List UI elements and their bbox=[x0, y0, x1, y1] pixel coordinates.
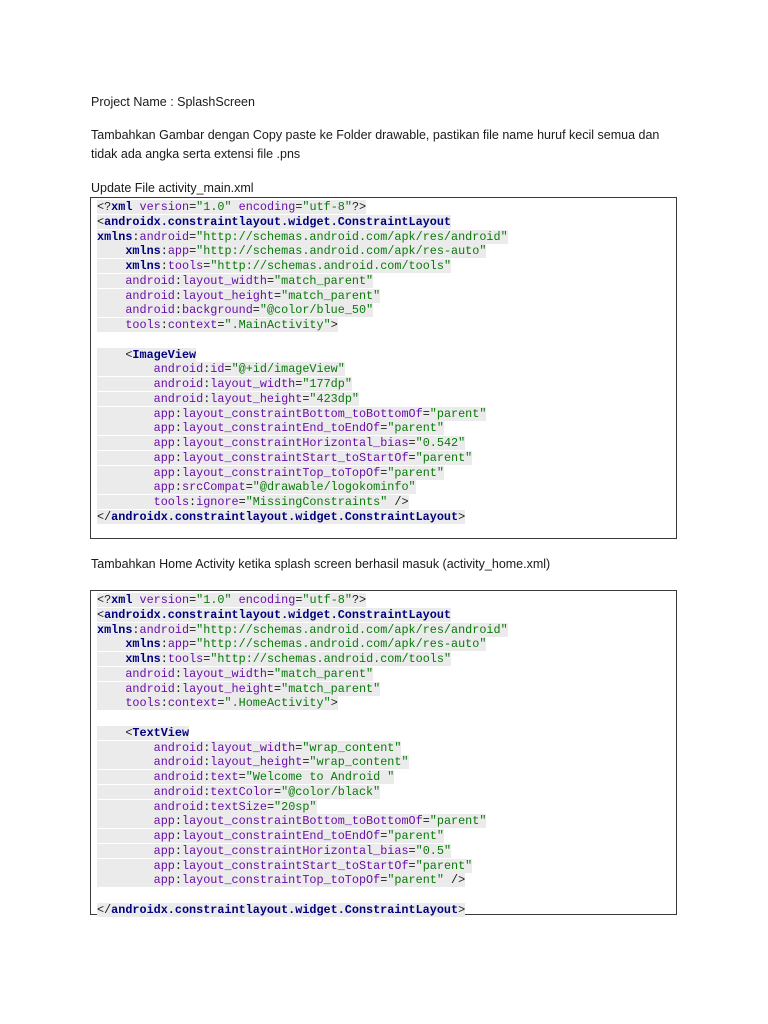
code-token: "parent" bbox=[415, 858, 473, 873]
code-token: version bbox=[139, 593, 190, 607]
code-token: tools bbox=[125, 318, 161, 332]
code-token: < bbox=[97, 214, 105, 229]
code-token: "match_parent" bbox=[274, 666, 374, 681]
code-token: app bbox=[153, 858, 175, 873]
code-token: : bbox=[203, 799, 211, 814]
code-token: layout_constraintEnd_toEndOf bbox=[181, 829, 381, 843]
code-token: app bbox=[153, 480, 175, 495]
code-token: xml bbox=[111, 200, 133, 214]
code-token: "parent" bbox=[387, 829, 444, 843]
code-token: = bbox=[408, 450, 416, 465]
code-token: android bbox=[125, 303, 175, 318]
code-line bbox=[97, 362, 676, 377]
code-token: = bbox=[266, 273, 275, 288]
code-line bbox=[97, 859, 676, 874]
code-token: "http://schemas.android.com/apk/res/android" bbox=[196, 622, 508, 637]
code-token: < bbox=[97, 347, 133, 362]
code-token bbox=[97, 800, 154, 814]
code-token: "@drawable/logokominfo" bbox=[252, 480, 416, 495]
code-token: "1.0" bbox=[196, 593, 232, 607]
code-line bbox=[97, 623, 676, 638]
code-token: = bbox=[408, 843, 416, 858]
code-token: tools bbox=[153, 495, 190, 509]
code-token: "@color/blue_50" bbox=[259, 303, 374, 318]
code-token: app bbox=[153, 406, 175, 421]
code-line bbox=[97, 407, 676, 422]
code-token: android bbox=[125, 681, 175, 696]
code-token: : bbox=[132, 229, 140, 244]
code-token: xmlns bbox=[125, 652, 161, 666]
code-token: : bbox=[174, 480, 182, 495]
code-line bbox=[97, 436, 676, 451]
code-line bbox=[97, 873, 676, 888]
code-line bbox=[97, 510, 676, 525]
code-token: : bbox=[174, 666, 182, 681]
code-token: : bbox=[203, 740, 211, 755]
code-line bbox=[97, 274, 676, 289]
code-token: : bbox=[160, 259, 168, 273]
code-token: androidx.constraintlayout.widget.ConstraintLayout bbox=[111, 902, 459, 917]
code-token: layout_constraintStart_toStartOf bbox=[181, 450, 409, 465]
code-line bbox=[97, 711, 676, 726]
instruction-paragraph: Tambahkan Gambar dengan Copy paste ke Folder drawable, pastikan file name huruf kecil semua dan tidak ada angka serta extensi file .pns bbox=[91, 128, 660, 161]
code-token: layout_constraintBottom_toBottomOf bbox=[181, 406, 423, 421]
code-token: : bbox=[174, 288, 182, 303]
code-line bbox=[97, 215, 676, 230]
code-token bbox=[97, 289, 125, 303]
code-token: "0.5" bbox=[415, 843, 452, 858]
code-token: app bbox=[153, 873, 175, 888]
code-token: "http://schemas.android.com/tools" bbox=[210, 259, 452, 273]
code-token: "http://schemas.android.com/apk/res/android" bbox=[196, 229, 508, 244]
code-token: "177dp" bbox=[302, 377, 352, 391]
code-token bbox=[97, 392, 154, 406]
code-token bbox=[97, 362, 154, 376]
code-token bbox=[97, 829, 154, 843]
code-block-activity-home bbox=[90, 590, 677, 915]
code-token: app bbox=[153, 450, 175, 465]
code-line bbox=[97, 814, 676, 829]
code-token: xmlns bbox=[125, 244, 161, 259]
code-token: = bbox=[203, 259, 211, 273]
code-token: = bbox=[274, 288, 282, 303]
code-line bbox=[97, 888, 676, 903]
code-token: = bbox=[266, 666, 275, 681]
code-token: = bbox=[189, 244, 197, 259]
code-token: : bbox=[160, 318, 168, 332]
code-line bbox=[97, 637, 676, 652]
code-token bbox=[97, 755, 154, 769]
code-token: app bbox=[153, 843, 175, 858]
code-token: = bbox=[238, 770, 246, 784]
code-token: app bbox=[153, 814, 175, 829]
code-token: "423dp" bbox=[309, 391, 359, 406]
code-token: : bbox=[160, 696, 168, 711]
code-token: ImageView bbox=[132, 347, 197, 362]
code-token: textSize bbox=[210, 799, 267, 814]
code-token: TextView bbox=[132, 725, 190, 740]
code-line bbox=[97, 608, 676, 623]
code-listing-activity-main bbox=[97, 200, 676, 525]
code-token: ignore bbox=[196, 495, 239, 509]
code-token: = bbox=[295, 593, 303, 607]
code-token: = bbox=[274, 784, 282, 799]
code-token bbox=[97, 785, 154, 799]
code-token bbox=[97, 859, 154, 873]
code-token: : bbox=[160, 652, 168, 666]
code-token: = bbox=[224, 362, 232, 377]
code-token bbox=[97, 741, 154, 755]
code-token: = bbox=[295, 200, 303, 214]
code-token: layout_height bbox=[210, 391, 303, 406]
code-token: : bbox=[203, 391, 211, 406]
code-token: <? bbox=[97, 200, 112, 214]
code-token: app bbox=[167, 637, 190, 652]
code-line bbox=[97, 259, 676, 274]
code-token: "parent" bbox=[415, 450, 473, 465]
code-line bbox=[97, 333, 676, 348]
code-token bbox=[97, 377, 154, 391]
code-token: : bbox=[160, 637, 168, 652]
code-token: = bbox=[203, 652, 211, 666]
code-token: : bbox=[203, 362, 211, 377]
code-token: layout_height bbox=[181, 681, 275, 696]
code-token: : bbox=[174, 814, 182, 829]
code-token bbox=[97, 318, 125, 332]
code-token: "wrap_content" bbox=[309, 755, 409, 770]
code-token: layout_constraintEnd_toEndOf bbox=[181, 421, 381, 436]
code-line bbox=[97, 392, 676, 407]
code-token: = bbox=[422, 406, 430, 421]
code-token bbox=[97, 814, 154, 828]
code-line bbox=[97, 667, 676, 682]
code-token bbox=[97, 682, 125, 696]
heading-add-home-activity: Tambahkan Home Activity ketika splash screen berhasil masuk (activity_home.xml) bbox=[91, 557, 551, 571]
code-token bbox=[97, 873, 154, 887]
code-token: > bbox=[458, 509, 466, 524]
code-line bbox=[97, 244, 676, 259]
code-token: layout_constraintTop_toTopOf bbox=[181, 873, 381, 888]
code-token: ?> bbox=[351, 200, 367, 214]
code-token: : bbox=[174, 681, 182, 696]
code-token: = bbox=[422, 814, 430, 829]
code-token bbox=[132, 593, 139, 607]
code-token: "parent" bbox=[429, 406, 487, 421]
code-token: = bbox=[238, 495, 246, 509]
code-line bbox=[97, 829, 676, 844]
code-line bbox=[97, 451, 676, 466]
code-line bbox=[97, 318, 676, 333]
code-token: <? bbox=[97, 593, 112, 607]
code-token bbox=[97, 303, 125, 317]
code-token: android bbox=[125, 273, 175, 288]
code-token: : bbox=[174, 303, 182, 318]
code-token: text bbox=[210, 770, 239, 784]
code-token: : bbox=[174, 436, 182, 450]
code-token bbox=[97, 480, 154, 494]
code-token: "20sp" bbox=[274, 799, 317, 814]
code-token: tools bbox=[125, 696, 161, 711]
code-token: : bbox=[203, 784, 211, 799]
code-token bbox=[97, 770, 154, 784]
code-token: > bbox=[458, 902, 466, 917]
code-token: ".MainActivity" bbox=[224, 318, 331, 332]
code-token bbox=[97, 696, 125, 710]
code-token: android bbox=[153, 391, 204, 406]
code-token: "http://schemas.android.com/apk/res-auto" bbox=[196, 637, 487, 652]
code-token: textColor bbox=[210, 784, 275, 799]
code-token: "@color/black" bbox=[281, 784, 381, 799]
code-token: layout_constraintHorizontal_bias bbox=[181, 843, 409, 858]
code-token: "parent" bbox=[387, 421, 444, 436]
code-token: android bbox=[139, 229, 190, 244]
code-token: android bbox=[125, 666, 175, 681]
code-token: = bbox=[302, 391, 310, 406]
code-token: : bbox=[174, 273, 182, 288]
code-token: srcCompat bbox=[181, 480, 246, 495]
code-token: android bbox=[153, 755, 204, 770]
code-token: > bbox=[330, 318, 338, 332]
code-token bbox=[97, 652, 125, 666]
code-line bbox=[97, 755, 676, 770]
code-line bbox=[97, 230, 676, 245]
code-token: tools bbox=[167, 259, 204, 273]
code-token bbox=[97, 244, 125, 258]
code-token: androidx.constraintlayout.widget.ConstraintLayout bbox=[104, 214, 451, 229]
code-token: "utf-8" bbox=[302, 593, 352, 607]
code-token: app bbox=[153, 436, 175, 450]
code-token: android bbox=[153, 740, 204, 755]
code-line bbox=[97, 800, 676, 815]
code-line bbox=[97, 726, 676, 741]
code-token bbox=[97, 407, 154, 421]
code-token: id bbox=[210, 362, 225, 377]
code-token: = bbox=[245, 480, 253, 495]
code-token: "0.542" bbox=[415, 436, 466, 450]
code-token: context bbox=[167, 318, 218, 332]
code-token: layout_width bbox=[210, 740, 296, 755]
code-token: "http://schemas.android.com/tools" bbox=[210, 652, 452, 666]
code-token: > bbox=[330, 696, 338, 711]
code-token: : bbox=[174, 465, 182, 480]
code-token: android bbox=[153, 770, 204, 784]
code-line bbox=[97, 593, 676, 608]
code-line bbox=[97, 480, 676, 495]
code-token: "MissingConstraints" bbox=[245, 495, 388, 509]
code-token: layout_constraintStart_toStartOf bbox=[181, 858, 409, 873]
code-token: : bbox=[174, 421, 182, 436]
code-block-activity-main bbox=[90, 197, 677, 539]
code-line bbox=[97, 466, 676, 481]
code-token: = bbox=[252, 303, 260, 318]
code-token: "match_parent" bbox=[281, 681, 381, 696]
code-token: : bbox=[174, 829, 182, 843]
code-token: app bbox=[153, 829, 175, 843]
code-token: : bbox=[174, 406, 182, 421]
code-token: = bbox=[189, 593, 197, 607]
code-token: = bbox=[266, 799, 275, 814]
code-token: layout_width bbox=[181, 273, 267, 288]
code-token: context bbox=[167, 696, 218, 711]
project-name-line: Project Name : SplashScreen bbox=[91, 95, 255, 109]
code-token bbox=[97, 259, 125, 273]
code-line bbox=[97, 785, 676, 800]
code-token: : bbox=[174, 450, 182, 465]
code-token: ".HomeActivity" bbox=[224, 696, 331, 711]
code-token: "utf-8" bbox=[302, 200, 352, 214]
code-token: = bbox=[380, 829, 388, 843]
code-token bbox=[97, 637, 125, 651]
code-token: </ bbox=[97, 509, 112, 524]
code-line bbox=[97, 377, 676, 392]
code-token: layout_height bbox=[181, 288, 275, 303]
code-token: app bbox=[153, 465, 175, 480]
code-token: layout_constraintHorizontal_bias bbox=[181, 436, 409, 450]
code-token: : bbox=[174, 873, 182, 888]
code-token: layout_width bbox=[181, 666, 267, 681]
code-token: ?> bbox=[351, 593, 367, 607]
code-token bbox=[232, 200, 239, 214]
code-line bbox=[97, 741, 676, 756]
code-token: "match_parent" bbox=[274, 273, 374, 288]
code-token: layout_width bbox=[210, 377, 296, 391]
code-listing-activity-home bbox=[97, 593, 676, 918]
code-line bbox=[97, 770, 676, 785]
code-token: app bbox=[167, 244, 190, 259]
code-token: = bbox=[295, 377, 303, 391]
code-line bbox=[97, 844, 676, 859]
code-token: = bbox=[189, 637, 197, 652]
code-token: "match_parent" bbox=[281, 288, 381, 303]
code-line bbox=[97, 495, 676, 510]
code-token: : bbox=[189, 495, 197, 509]
code-token: /> bbox=[387, 495, 409, 509]
code-line bbox=[97, 421, 676, 436]
code-token: android bbox=[153, 362, 204, 377]
code-token: background bbox=[181, 303, 253, 318]
code-token bbox=[232, 593, 239, 607]
code-token bbox=[97, 451, 154, 465]
code-token: : bbox=[132, 622, 140, 637]
code-token: android bbox=[153, 799, 204, 814]
code-token: android bbox=[139, 622, 190, 637]
code-token: xmlns bbox=[97, 229, 133, 244]
code-token: "parent" bbox=[387, 465, 444, 480]
code-token: = bbox=[380, 421, 388, 436]
code-token: = bbox=[189, 200, 197, 214]
code-token: < bbox=[97, 607, 105, 622]
code-token: = bbox=[274, 681, 282, 696]
code-token: : bbox=[203, 770, 211, 784]
code-token: = bbox=[380, 873, 388, 888]
code-token: < bbox=[97, 725, 133, 740]
code-token: encoding bbox=[238, 200, 296, 214]
code-token: xmlns bbox=[125, 259, 161, 273]
code-token: = bbox=[189, 229, 197, 244]
code-token: "1.0" bbox=[196, 200, 232, 214]
code-token bbox=[97, 421, 154, 435]
code-token: = bbox=[295, 740, 303, 755]
code-token: android bbox=[153, 377, 204, 391]
code-token bbox=[97, 667, 125, 681]
code-token bbox=[97, 495, 154, 509]
code-line bbox=[97, 303, 676, 318]
code-token: "@+id/imageView" bbox=[231, 362, 345, 377]
code-token: = bbox=[217, 696, 225, 711]
code-token bbox=[97, 466, 154, 480]
code-token: layout_constraintTop_toTopOf bbox=[181, 465, 381, 480]
code-token: : bbox=[174, 843, 182, 858]
code-token: tools bbox=[167, 652, 204, 666]
code-token: "http://schemas.android.com/apk/res-auto" bbox=[196, 244, 487, 259]
code-token bbox=[97, 844, 154, 858]
code-token: androidx.constraintlayout.widget.ConstraintLayout bbox=[111, 509, 459, 524]
code-token: = bbox=[408, 436, 416, 450]
code-token: "Welcome to Android " bbox=[245, 770, 395, 784]
code-token: = bbox=[302, 755, 310, 770]
code-line bbox=[97, 289, 676, 304]
code-token: "parent" bbox=[387, 873, 444, 888]
code-token: </ bbox=[97, 902, 112, 917]
code-token: android bbox=[125, 288, 175, 303]
code-token: xmlns bbox=[97, 622, 133, 637]
code-token: android bbox=[153, 784, 204, 799]
code-token: /> bbox=[443, 873, 466, 888]
code-token: androidx.constraintlayout.widget.ConstraintLayout bbox=[104, 607, 451, 622]
code-token: encoding bbox=[238, 593, 296, 607]
code-line bbox=[97, 696, 676, 711]
heading-update-activity-main: Update File activity_main.xml bbox=[91, 181, 254, 195]
code-token: : bbox=[203, 755, 211, 770]
code-line bbox=[97, 903, 676, 918]
code-token: layout_constraintBottom_toBottomOf bbox=[181, 814, 423, 829]
code-token bbox=[132, 200, 139, 214]
code-token bbox=[97, 274, 125, 288]
code-token: : bbox=[174, 858, 182, 873]
code-line bbox=[97, 682, 676, 697]
code-line bbox=[97, 652, 676, 667]
code-token: = bbox=[380, 465, 388, 480]
code-token: = bbox=[217, 318, 225, 332]
code-token: app bbox=[153, 421, 175, 436]
code-token: : bbox=[160, 244, 168, 259]
code-token: xmlns bbox=[125, 637, 161, 652]
code-line bbox=[97, 200, 676, 215]
code-token bbox=[97, 436, 154, 450]
code-token: version bbox=[139, 200, 190, 214]
code-token: "parent" bbox=[429, 814, 487, 829]
code-token: = bbox=[408, 858, 416, 873]
code-token: "wrap_content" bbox=[302, 740, 402, 755]
code-line bbox=[97, 348, 676, 363]
code-token: layout_height bbox=[210, 755, 303, 770]
code-token: = bbox=[189, 622, 197, 637]
code-token: : bbox=[203, 377, 211, 391]
code-token: xml bbox=[111, 593, 133, 607]
